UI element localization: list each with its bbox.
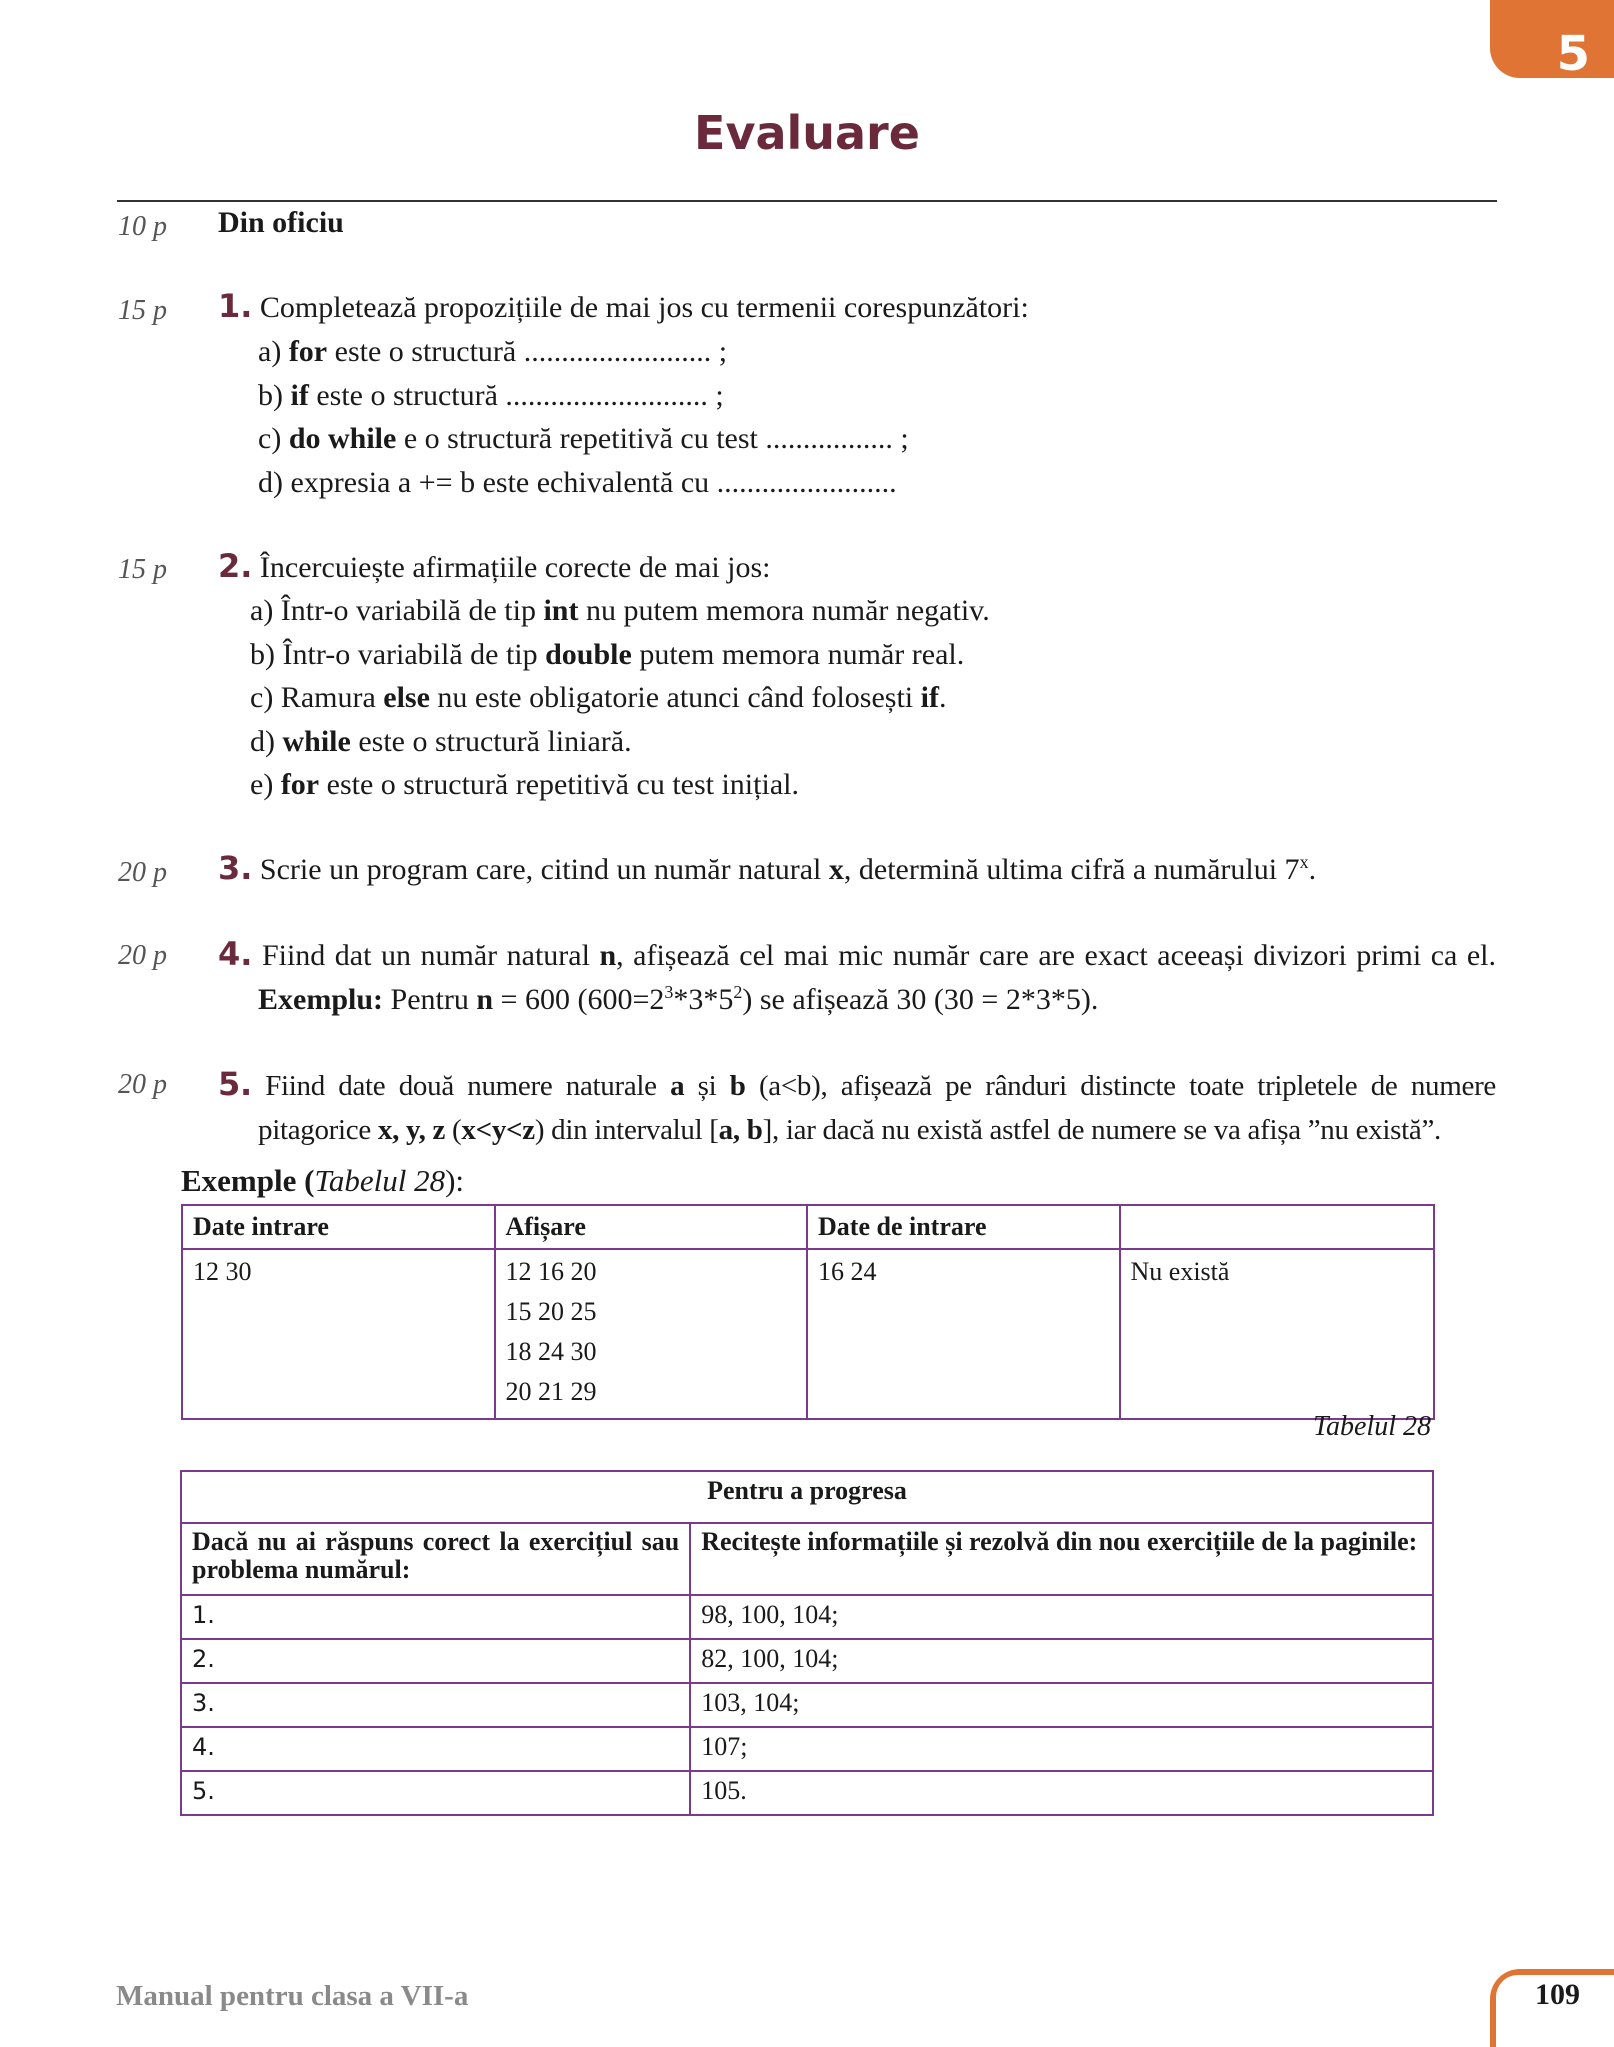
table-header: Date intrare bbox=[182, 1205, 495, 1249]
list-item: b) if este o structură ........................... ; bbox=[258, 378, 724, 412]
list-item: c) Ramura else nu este obligatorie atunci când folosești if. bbox=[250, 681, 947, 714]
footer-book-title: Manual pentru clasa a VII-a bbox=[116, 1980, 469, 2012]
points-label: 20 p bbox=[118, 1069, 167, 1100]
list-item: b) Într-o variabilă de tip double putem memora număr real. bbox=[250, 637, 965, 671]
table-header: Dacă nu ai răspuns corect la exercițiul sau problema numărul: bbox=[181, 1523, 690, 1595]
points-label: 10 p bbox=[118, 211, 167, 242]
table-cell: 103, 104; bbox=[690, 1683, 1433, 1727]
question-3: 3. Scrie un program care, citind un număr natural x, determină ultima cifră a numărului 7$^x$. bbox=[218, 849, 1317, 887]
table-cell: 12 30 bbox=[182, 1249, 495, 1419]
examples-label: Exemple (Tabelul 28): bbox=[181, 1163, 465, 1198]
table-cell: 105. bbox=[690, 1771, 1433, 1815]
points-label: 20 p bbox=[118, 857, 167, 888]
question-number: 2. bbox=[218, 547, 253, 585]
question-2-items bbox=[250, 589, 990, 807]
question-1 bbox=[218, 287, 1029, 325]
table-cell: 16 24 bbox=[807, 1249, 1120, 1419]
question-number: 4. bbox=[218, 935, 253, 973]
examples-table bbox=[181, 1204, 1435, 1420]
progress-table bbox=[180, 1470, 1434, 1816]
table-row bbox=[181, 1595, 1433, 1639]
table-caption: Tabelul 28 bbox=[1313, 1411, 1431, 1442]
table-row bbox=[181, 1683, 1433, 1727]
chapter-tab bbox=[1490, 0, 1614, 82]
table-row bbox=[181, 1771, 1433, 1815]
question-text: Completează propozițiile de mai jos cu termenii corespunzători: bbox=[259, 291, 1029, 324]
chapter-number: 5 bbox=[1556, 26, 1590, 82]
progress-table-title: Pentru a progresa bbox=[181, 1471, 1433, 1523]
table-cell: 12 16 20 15 20 25 18 24 30 20 21 29 bbox=[495, 1249, 808, 1419]
table-row bbox=[182, 1249, 1434, 1419]
table-cell: Nu există bbox=[1120, 1249, 1434, 1419]
list-item: a) for este o structură ......................... ; bbox=[258, 335, 728, 368]
points-label: 15 p bbox=[118, 295, 167, 326]
table-row bbox=[181, 1639, 1433, 1683]
table-cell: 3. bbox=[181, 1683, 690, 1727]
question-number: 5. bbox=[218, 1065, 252, 1103]
table-header: Date de intrare bbox=[807, 1205, 1120, 1249]
table-header: Afișare bbox=[495, 1205, 808, 1249]
list-item: e) for este o structură repetitivă cu test inițial. bbox=[250, 768, 799, 801]
question-4: 4. Fiind dat un număr natural n, afișează cel mai mic număr care are exact aceeași divizori primi ca el. Exemplu: Pentru n = 600 $(600=2^3*3*5^2)$ se afișează 30 (30 = 2*3*5). bbox=[218, 935, 1497, 1016]
question-5: 5. Fiind date două numere naturale a și b (a<b), afișează pe rânduri distincte toate tripletele de numere pitagorice x, y, z (x<y<z) din intervalul [a, b], iar dacă nu există astfel de numere se va afișa ”nu există”. bbox=[218, 1065, 1496, 1146]
title-divider bbox=[117, 200, 1497, 202]
question-number: 1. bbox=[218, 287, 253, 325]
list-item: a) Într-o variabilă de tip int nu putem memora număr negativ. bbox=[250, 594, 990, 627]
table-header: Recitește informațiile și rezolvă din nou exercițiile de la paginile: bbox=[690, 1523, 1433, 1595]
list-item: d) while este o structură liniară. bbox=[250, 724, 632, 758]
points-label: 15 p bbox=[118, 554, 167, 585]
question-1-items bbox=[258, 330, 909, 504]
page-number: 109 bbox=[1535, 1978, 1580, 2011]
table-cell: 98, 100, 104; bbox=[690, 1595, 1433, 1639]
question-number: 3. bbox=[218, 849, 253, 887]
question-text: Încercuiește afirmațiile corecte de mai jos: bbox=[259, 551, 771, 584]
table-cell: 82, 100, 104; bbox=[690, 1639, 1433, 1683]
table-cell: 4. bbox=[181, 1727, 690, 1771]
list-item: d) expresia a += b este echivalentă cu ........................ bbox=[258, 465, 897, 499]
list-item: c) do while e o structură repetitivă cu test ................. ; bbox=[258, 422, 909, 455]
table-cell: 2. bbox=[181, 1639, 690, 1683]
table-cell: 107; bbox=[690, 1727, 1433, 1771]
table-cell: 1. bbox=[181, 1595, 690, 1639]
table-header bbox=[1120, 1205, 1434, 1249]
table-header-row bbox=[182, 1205, 1434, 1249]
table-cell: 5. bbox=[181, 1771, 690, 1815]
question-2 bbox=[218, 547, 771, 585]
points-label: 20 p bbox=[118, 940, 167, 971]
table-row bbox=[181, 1727, 1433, 1771]
din-oficiu-heading: Din oficiu bbox=[218, 206, 344, 239]
page-title: Evaluare bbox=[694, 106, 920, 160]
